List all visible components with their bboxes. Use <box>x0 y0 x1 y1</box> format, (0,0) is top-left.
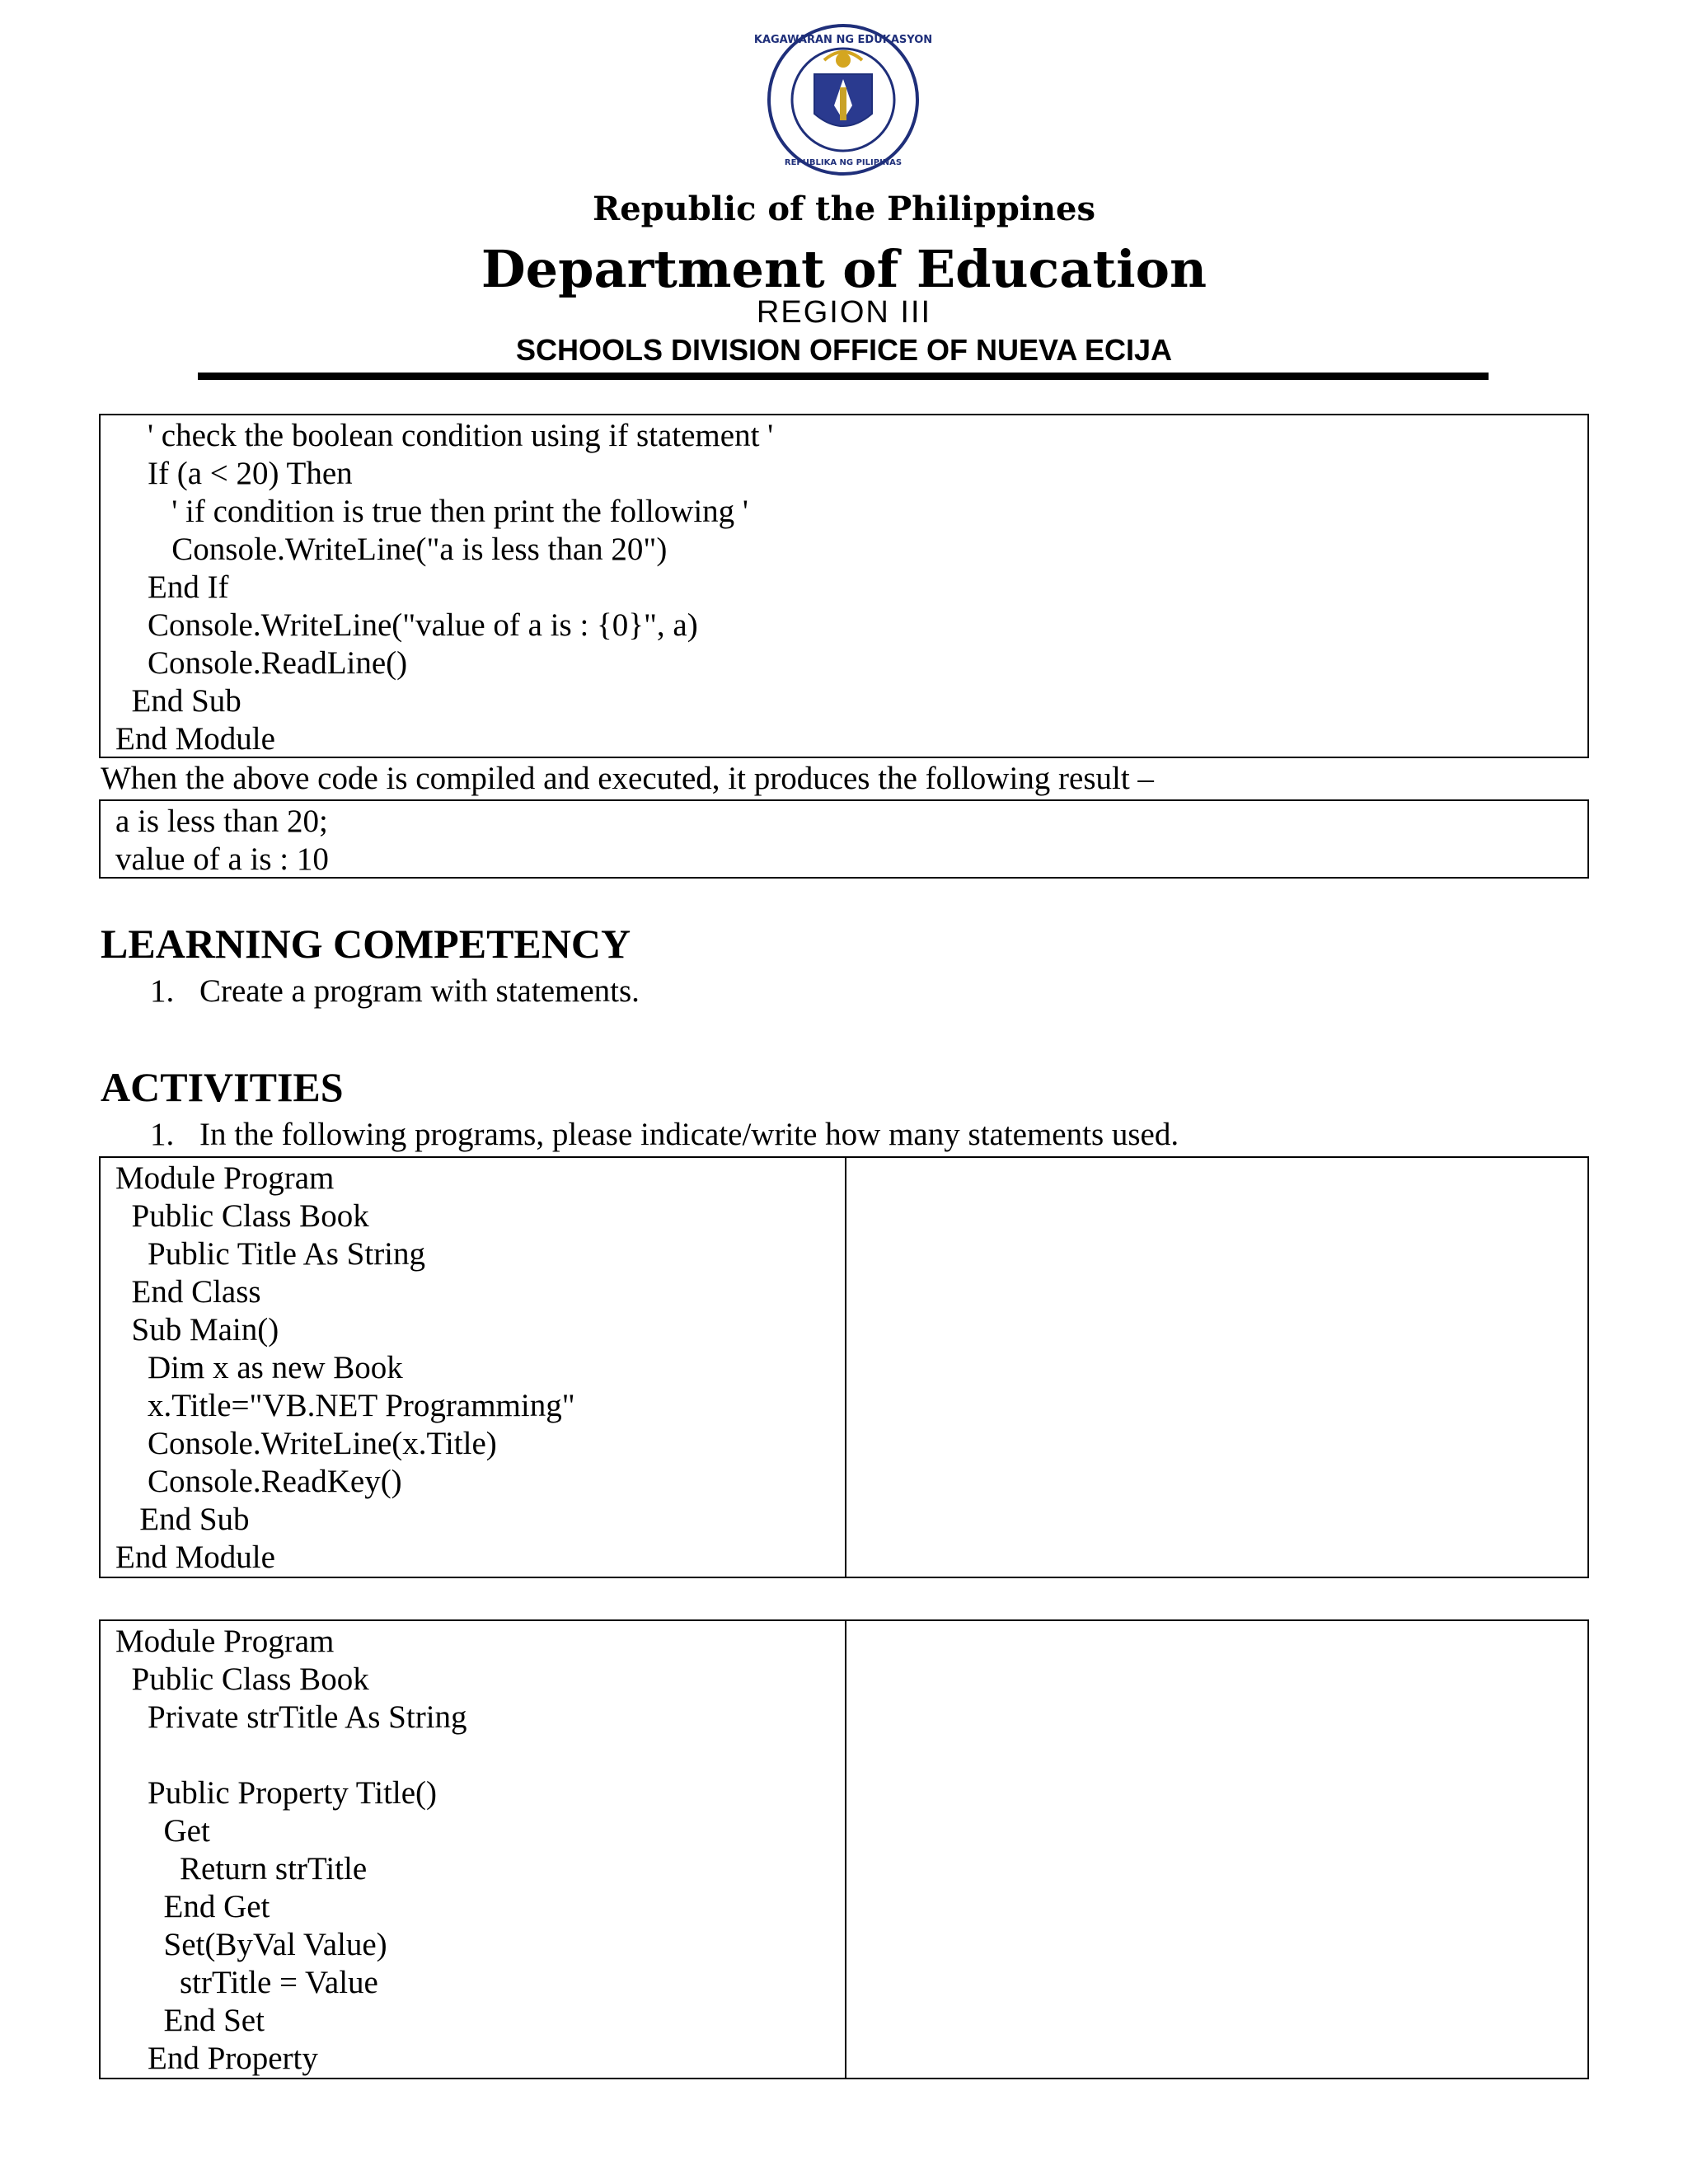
svg-text:KAGAWARAN NG EDUKASYON: KAGAWARAN NG EDUKASYON <box>753 34 933 46</box>
code-line: Console.WriteLine("a is less than 20") <box>115 532 668 567</box>
code-block-1 <box>99 414 1589 758</box>
item-text: Create a program with statements. <box>199 973 640 1009</box>
code-line: If (a < 20) Then <box>115 456 353 491</box>
code-line: Console.ReadKey() <box>115 1464 402 1499</box>
code-line: Private strTitle As String <box>115 1699 467 1735</box>
department-title: Department of Education <box>481 239 1207 299</box>
code-line: End If <box>115 569 229 605</box>
division-title: SCHOOLS DIVISION OFFICE OF NUEVA ECIJA <box>515 333 1173 367</box>
header-divider <box>198 373 1489 380</box>
code-line: End Set <box>115 2003 265 2038</box>
program-2-code <box>101 1621 846 2078</box>
competency-item <box>150 972 640 1010</box>
code-line: End Module <box>115 1540 275 1575</box>
program-2-answer-cell[interactable] <box>846 1621 1587 2078</box>
code-line: Module Program <box>115 1624 335 1659</box>
code-line: Public Title As String <box>115 1236 426 1272</box>
code-line: Console.ReadLine() <box>115 645 408 681</box>
item-text: In the following programs, please indicate/write how many statements used. <box>199 1117 1179 1152</box>
learning-competency-heading: LEARNING COMPETENCY <box>101 921 631 967</box>
republic-title: Republic of the Philippines <box>592 190 1096 228</box>
code-line: End Sub <box>115 1502 250 1537</box>
program-1-table <box>99 1156 1589 1578</box>
code-line: End Get <box>115 1889 270 1924</box>
code-line: x.Title="VB.NET Programming" <box>115 1388 575 1423</box>
code-line <box>115 1736 845 1774</box>
program-1-code <box>101 1158 846 1577</box>
activity-item <box>150 1116 1179 1153</box>
code-line: Return strTitle <box>115 1851 368 1886</box>
code-line: Get <box>115 1813 210 1849</box>
program-2-table <box>99 1619 1589 2079</box>
program-1-answer-cell[interactable] <box>846 1158 1587 1577</box>
code-line: Public Class Book <box>115 1198 369 1234</box>
result-line: a is less than 20; <box>115 804 328 839</box>
item-number: 1. <box>150 973 175 1009</box>
code-line: Set(ByVal Value) <box>115 1927 387 1962</box>
svg-text:REPUBLIKA NG PILIPINAS: REPUBLIKA NG PILIPINAS <box>784 158 903 167</box>
code-line: ' if condition is true then print the following ' <box>115 494 748 529</box>
result-line: value of a is : 10 <box>115 841 329 877</box>
code-line: End Property <box>115 2041 318 2076</box>
code-line: ' check the boolean condition using if statement ' <box>115 418 774 453</box>
code-line: strTitle = Value <box>115 1965 378 2000</box>
seal-image <box>753 23 933 176</box>
result-block <box>99 799 1589 879</box>
code-line: Public Property Title() <box>115 1775 438 1811</box>
code-line: Console.WriteLine("value of a is : {0}", a) <box>115 607 698 643</box>
code-line: Dim x as new Book <box>115 1350 403 1385</box>
code-line: Public Class Book <box>115 1661 369 1697</box>
region-title: REGION III <box>756 295 932 330</box>
code-line: End Sub <box>115 683 241 719</box>
code-line: End Class <box>115 1274 261 1310</box>
activities-heading: ACTIVITIES <box>101 1064 344 1110</box>
code-line: Module Program <box>115 1160 335 1196</box>
result-intro: When the above code is compiled and executed, it produces the following result – <box>101 761 1154 796</box>
code-line: Sub Main() <box>115 1312 279 1347</box>
code-line: Console.WriteLine(x.Title) <box>115 1426 497 1461</box>
deped-seal <box>753 23 933 176</box>
item-number: 1. <box>150 1117 175 1152</box>
code-line: End Module <box>115 721 275 757</box>
